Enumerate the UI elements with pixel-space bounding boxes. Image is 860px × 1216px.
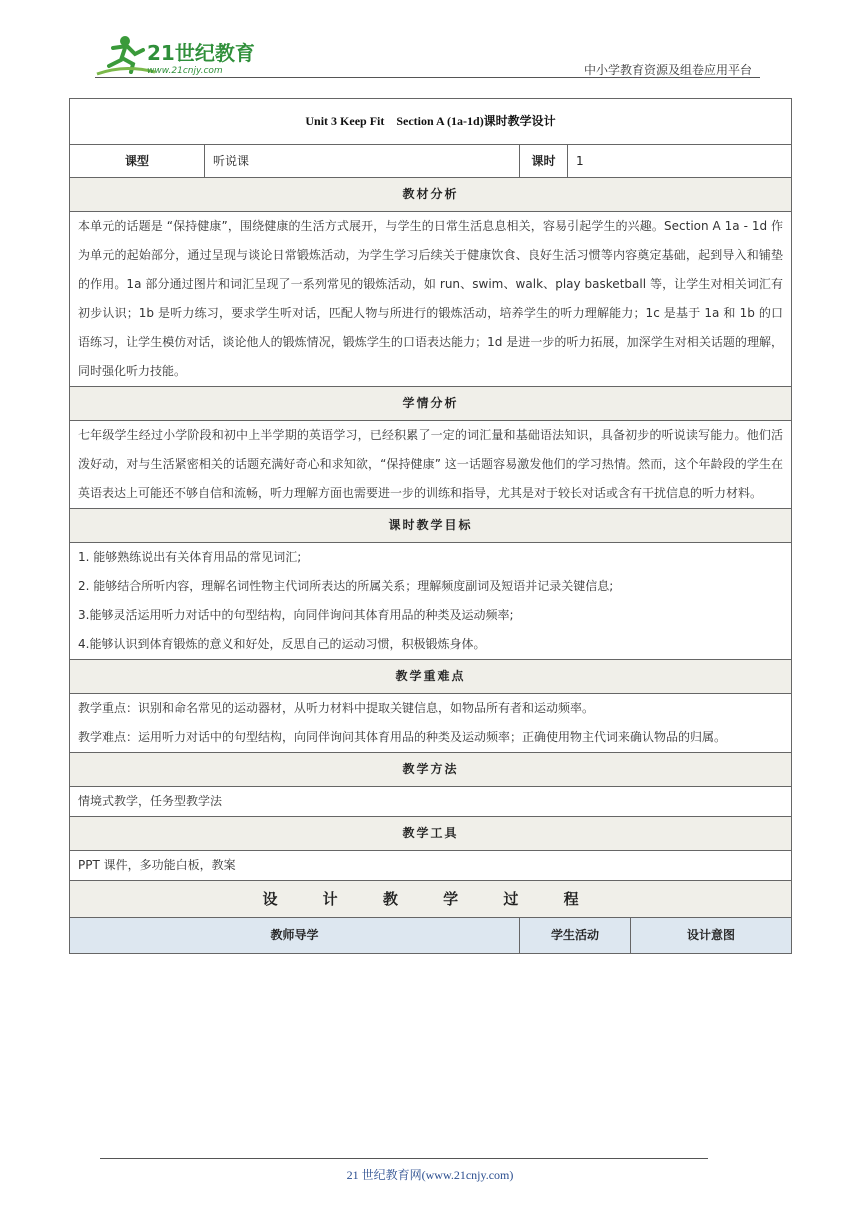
runner-logo-icon — [95, 34, 265, 76]
footer-link[interactable]: 21 世纪教育网(www.21cnjy.com) — [346, 1168, 514, 1182]
footer-divider — [100, 1158, 708, 1159]
page-header — [95, 30, 760, 78]
key-points-heading: 教学重难点 — [70, 660, 792, 694]
teaching-goals-list — [70, 543, 792, 660]
design-intent-column: 设计意图 — [631, 918, 792, 954]
student-analysis-text: 七年级学生经过小学阶段和初中上半学期的英语学习，已经积累了一定的词汇量和基础语法知识，具备初步的听说读写能力。他们活泼好动，对与生活紧密相关的话题充满好奇心和求知欲，“保持健康” 这一话题容易激发他们的学习热情。然而，这个年龄段的学生在英语表达上可能还不够自信和流畅，听力理解方面也需要进一步的训练和指导，尤其是对于较长对话或含有干扰信息的听力材料。 — [70, 421, 792, 509]
student-activity-column: 学生活动 — [520, 918, 631, 954]
difficult-point: 教学难点：运用听力对话中的句型结构，向同伴询问其体育用品的种类及运动频率；正确使用物主代词来确认物品的归属。 — [78, 730, 727, 744]
site-logo[interactable] — [95, 34, 265, 76]
teaching-goals-heading: 课时教学目标 — [70, 509, 792, 543]
process-heading: 设 计 教 学 过 程 — [70, 881, 792, 918]
lesson-hours-value: 1 — [568, 145, 792, 178]
goal-item: 2. 能够结合所听内容，理解名词性物主代词所表达的所属关系；理解频度副词及短语并记录关键信息; — [78, 579, 614, 593]
svg-text:21世纪教育: 21世纪教育 — [147, 41, 255, 65]
tools-text: PPT 课件，多功能白板，教案 — [70, 851, 792, 881]
lesson-type-label: 课型 — [70, 145, 205, 178]
platform-name: 中小学教育资源及组卷应用平台 — [583, 63, 752, 77]
methods-text: 情境式教学，任务型教学法 — [70, 787, 792, 817]
textbook-analysis-heading: 教材分析 — [70, 178, 792, 212]
key-point: 教学重点：识别和命名常见的运动器材，从听力材料中提取关键信息，如物品所有者和运动频率。 — [78, 701, 595, 715]
tools-heading: 教学工具 — [70, 817, 792, 851]
lesson-type-value: 听说课 — [205, 145, 520, 178]
goal-item: 3.能够灵活运用听力对话中的句型结构，向同伴询问其体育用品的种类及运动频率; — [78, 608, 514, 622]
lesson-hours-label: 课时 — [520, 145, 568, 178]
document-title: Unit 3 Keep Fit Section A (1a-1d)课时教学设计 — [70, 99, 792, 145]
key-points-text — [70, 694, 792, 753]
svg-text:www.21cnjy.com: www.21cnjy.com — [147, 66, 223, 76]
student-analysis-heading: 学情分析 — [70, 387, 792, 421]
goal-item: 1. 能够熟练说出有关体育用品的常见词汇; — [78, 550, 302, 564]
header-divider — [95, 77, 760, 78]
lesson-plan-table — [69, 98, 792, 954]
methods-heading: 教学方法 — [70, 753, 792, 787]
textbook-analysis-text: 本单元的话题是 “保持健康”，围绕健康的生活方式展开，与学生的日常生活息息相关，容易引起学生的兴趣。Section A 1a - 1d 作为单元的起始部分，通过呈现与谈论日常锻炼活动，为学生学习后续关于健康饮食、良好生活习惯等内容奠定基础，起到导入和铺垫的作用。1a 部分通过图片和词汇呈现了一系列常见的锻炼活动，如 run、swim、walk、play basketball 等，让学生对相关词汇有初步认识；1b 是听力练习，要求学生听对话，匹配人物与所进行的锻炼活动，培养学生的听力理解能力；1c 是基于 1a 和 1b 的口语练习，让学生模仿对话，谈论他人的锻炼情况，锻炼学生的口语表达能力；1d 是进一步的听力拓展，加深学生对相关话题的理解，同时强化听力技能。 — [70, 212, 792, 387]
teacher-guide-column: 教师导学 — [70, 918, 520, 954]
goal-item: 4.能够认识到体育锻炼的意义和好处，反思自己的运动习惯，积极锻炼身体。 — [78, 637, 486, 651]
